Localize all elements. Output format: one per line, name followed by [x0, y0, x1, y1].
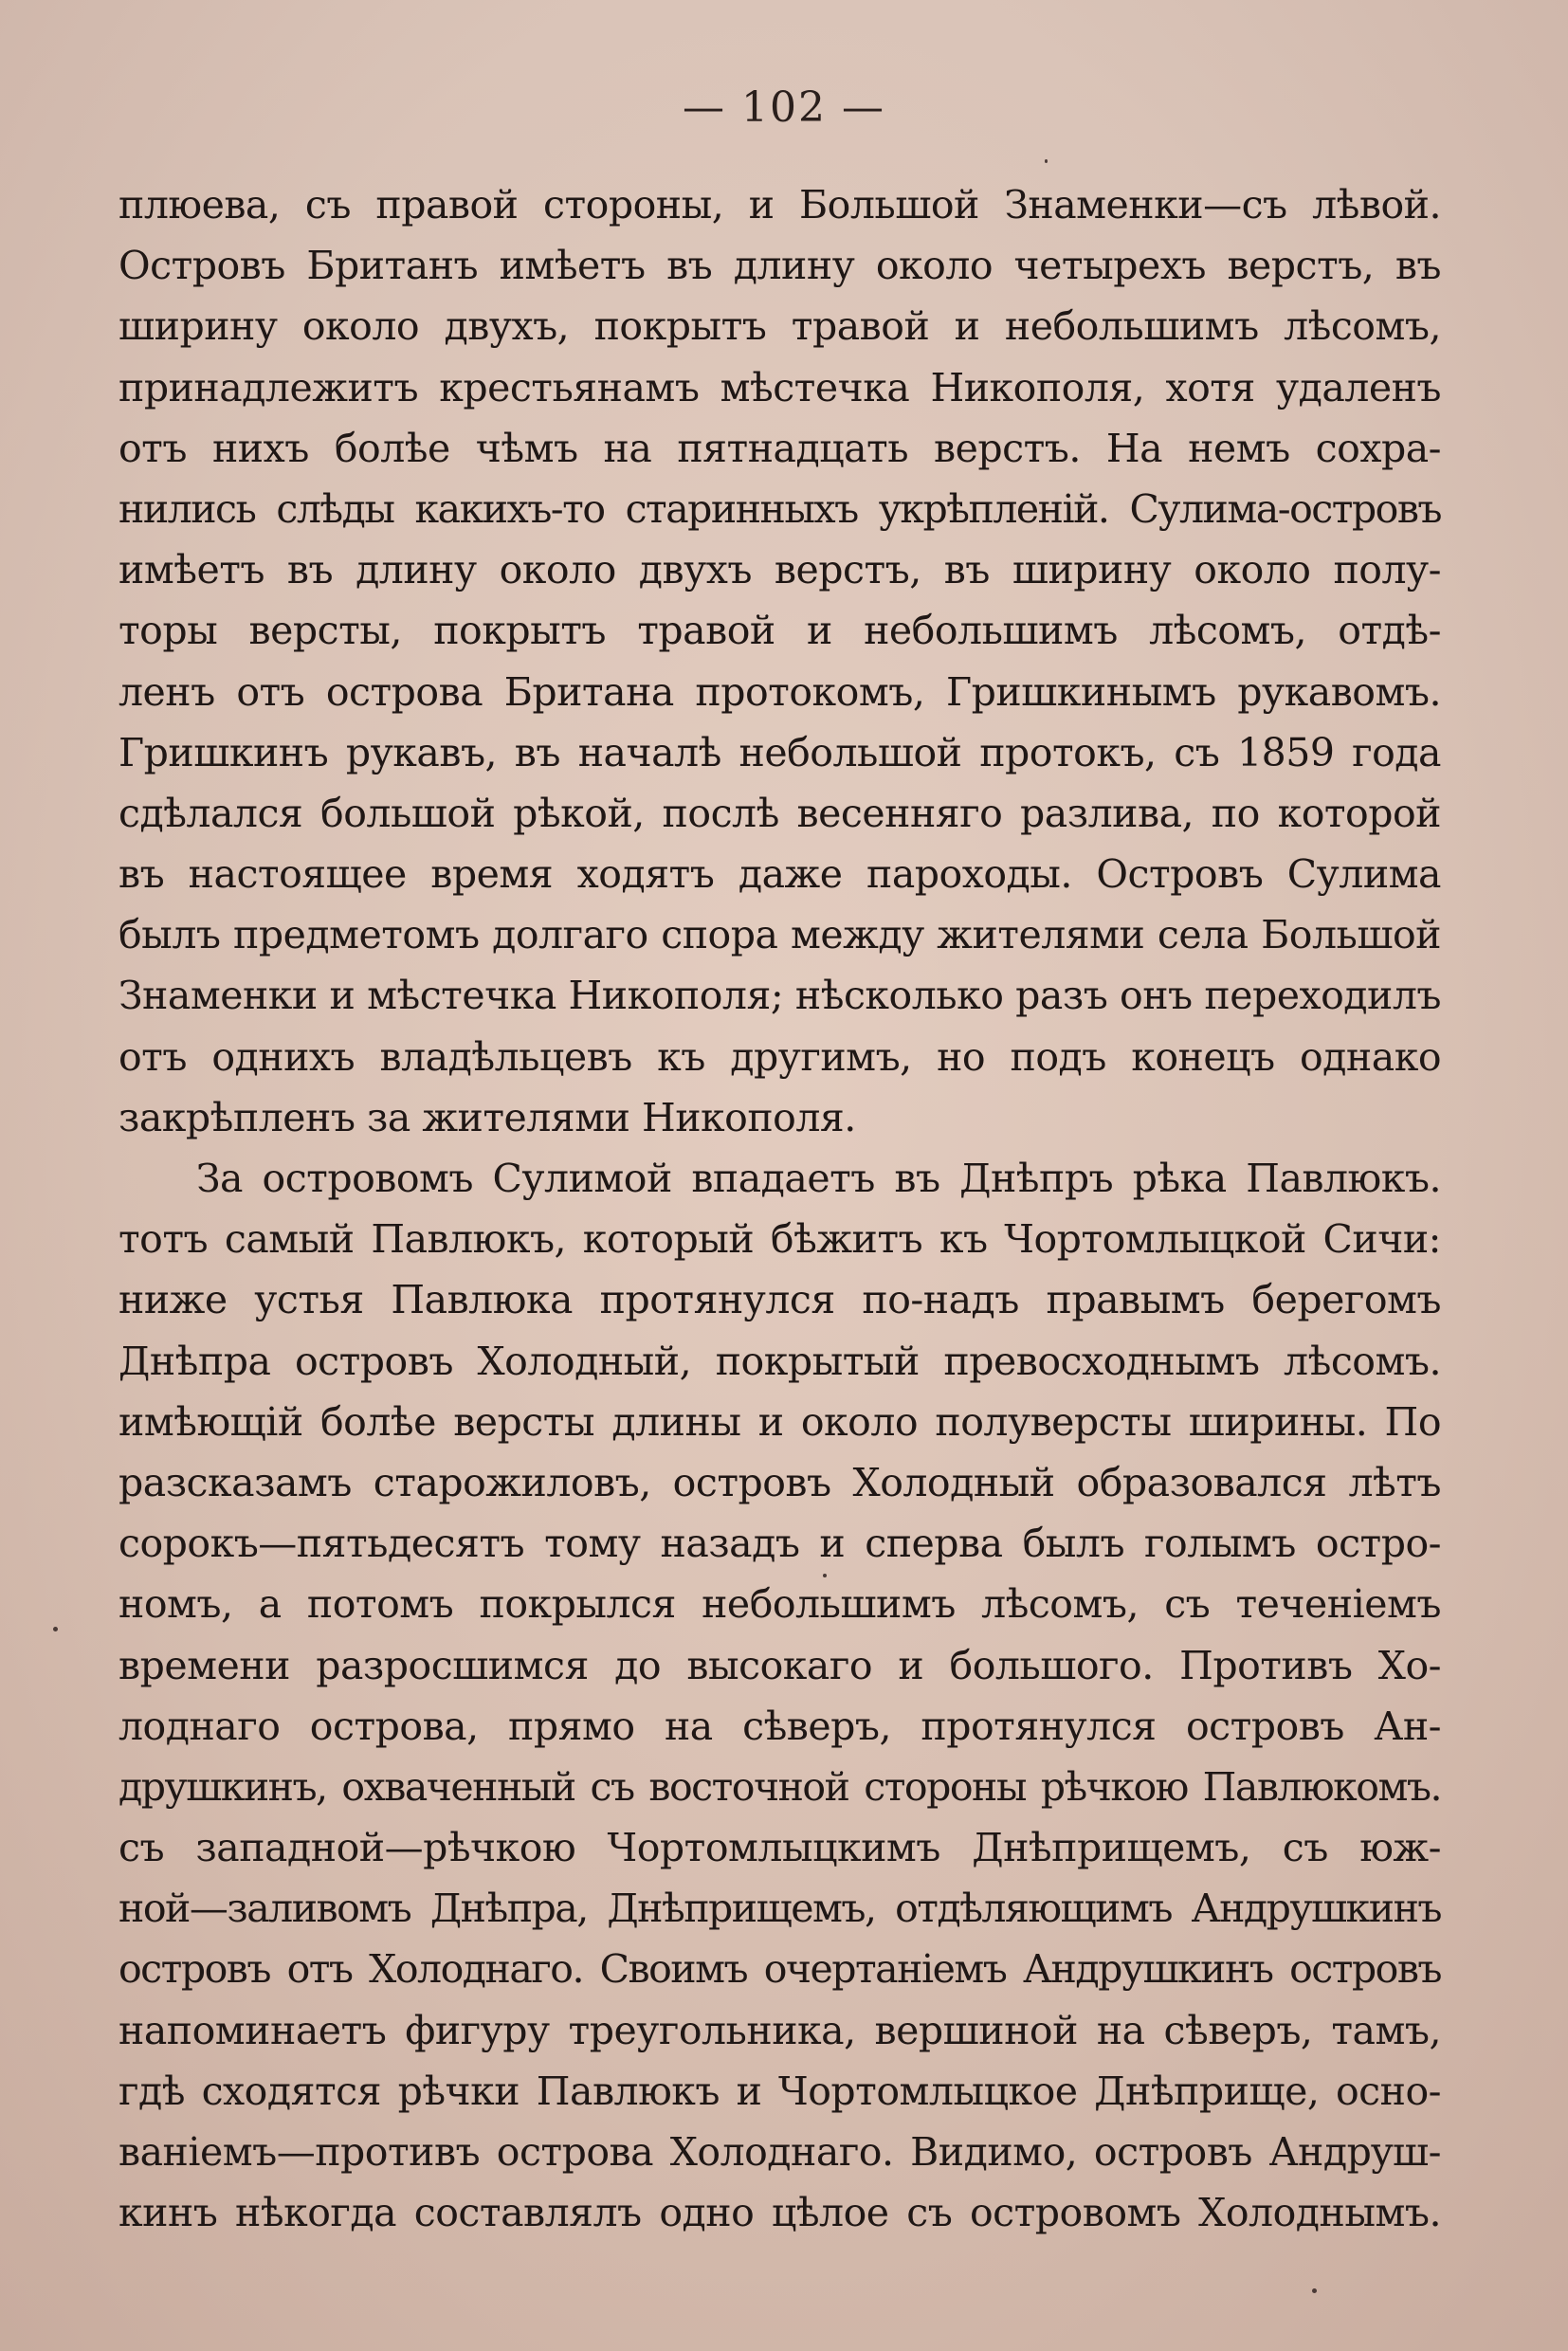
- text-line: былъ предметомъ долгаго спора между жителями села Большой: [119, 912, 1441, 958]
- text-line: ной—заливомъ Днѣпра, Днѣприщемъ, отдѣляющимъ Андрушкинъ: [119, 1886, 1441, 1932]
- text-line: ленъ отъ острова Британа протокомъ, Гришкинымъ рукавомъ.: [119, 668, 1441, 715]
- text-line: въ настоящее время ходятъ даже пароходы. Островъ Сулима: [119, 851, 1441, 898]
- text-line: отъ однихъ владѣльцевъ къ другимъ, но подъ конецъ однако: [119, 1033, 1441, 1080]
- text-line: имѣющій болѣе версты длины и около полуверсты ширины. По: [119, 1398, 1441, 1445]
- text-line: За островомъ Сулимой впадаетъ въ Днѣпръ рѣка Павлюкъ.: [196, 1156, 1441, 1201]
- paragraph-2: [119, 1148, 1441, 2243]
- paper-speck: [53, 1627, 58, 1631]
- text-line: закрѣпленъ за жителями Никополя.: [119, 1094, 856, 1140]
- text-line: Знаменки и мѣстечка Никополя; нѣсколько разъ онъ переходилъ: [119, 973, 1441, 1019]
- text-line: съ западной—рѣчкою Чортомлыцкимъ Днѣприщемъ, съ юж-: [119, 1825, 1441, 1871]
- text-line: тотъ самый Павлюкъ, который бѣжитъ къ Чортомлыцкой Сичи:: [119, 1216, 1441, 1263]
- text-line: напоминаетъ фигуру треугольника, вершиной на сѣверъ, тамъ,: [119, 2007, 1441, 2053]
- text-line: Островъ Британъ имѣетъ въ длину около четырехъ верстъ, въ: [119, 243, 1441, 289]
- text-line: разсказамъ старожиловъ, островъ Холодный образовался лѣтъ: [119, 1459, 1441, 1505]
- text-line: кинъ нѣкогда составлялъ одно цѣлое съ островомъ Холоднымъ.: [119, 2190, 1441, 2236]
- text-line: ниже устья Павлюка протянулся по-надъ правымъ берегомъ: [119, 1277, 1441, 1323]
- body-text: [119, 174, 1441, 2243]
- text-line: плюева, съ правой стороны, и Большой Знаменки—съ лѣвой.: [119, 182, 1441, 228]
- text-line: имѣетъ въ длину около двухъ верстъ, въ ширину около полу-: [119, 547, 1441, 593]
- text-line: ваніемъ—противъ острова Холоднаго. Видимо, островъ Андрyш-: [119, 2129, 1441, 2175]
- paper-speck: [1045, 159, 1048, 163]
- text-line: лоднаго острова, прямо на сѣверъ, протянулся островъ Ан-: [119, 1703, 1441, 1749]
- page-number: — 102 —: [683, 83, 885, 132]
- text-line: сдѣлался большой рѣкой, послѣ весенняго разлива, по которой: [119, 790, 1441, 836]
- paragraph-1: [119, 174, 1441, 1148]
- text-line: гдѣ сходятся рѣчки Павлюкъ и Чортомлыцкое Днѣприще, осно-: [119, 2068, 1441, 2114]
- text-line: нились слѣды какихъ-то старинныхъ укрѣпленій. Сулима-островъ: [119, 485, 1441, 532]
- text-line: номъ, а потомъ покрылся небольшимъ лѣсомъ, съ теченіемъ: [119, 1581, 1441, 1628]
- paper-speck: [1312, 2288, 1317, 2293]
- paper-speck: [823, 1574, 827, 1577]
- text-line: Гришкинъ рукавъ, въ началѣ небольшой протокъ, съ 1859 года: [119, 729, 1441, 775]
- text-line: торы версты, покрытъ травой и небольшимъ лѣсомъ, отдѣ-: [119, 608, 1441, 654]
- text-line: ширину около двухъ, покрытъ травой и небольшимъ лѣсомъ,: [119, 303, 1441, 350]
- text-line: времени разросшимся до высокаго и большого. Противъ Хо-: [119, 1642, 1441, 1688]
- text-line: Днѣпра островъ Холодный, покрытый превосходнымъ лѣсомъ.: [119, 1338, 1441, 1384]
- text-line: принадлежитъ крестьянамъ мѣстечка Никополя, хотя удаленъ: [119, 364, 1441, 410]
- text-line: островъ отъ Холоднаго. Своимъ очертаніемъ Андрушкинъ островъ: [119, 1946, 1441, 1993]
- text-line: отъ нихъ болѣе чѣмъ на пятнадцать верстъ. На немъ сохра-: [119, 425, 1441, 471]
- text-line: друшкинъ, охваченный съ восточной стороны рѣчкою Павлюкомъ.: [119, 1763, 1441, 1810]
- text-line: сорокъ—пятьдесятъ тому назадъ и сперва былъ голымъ остро-: [119, 1521, 1441, 1567]
